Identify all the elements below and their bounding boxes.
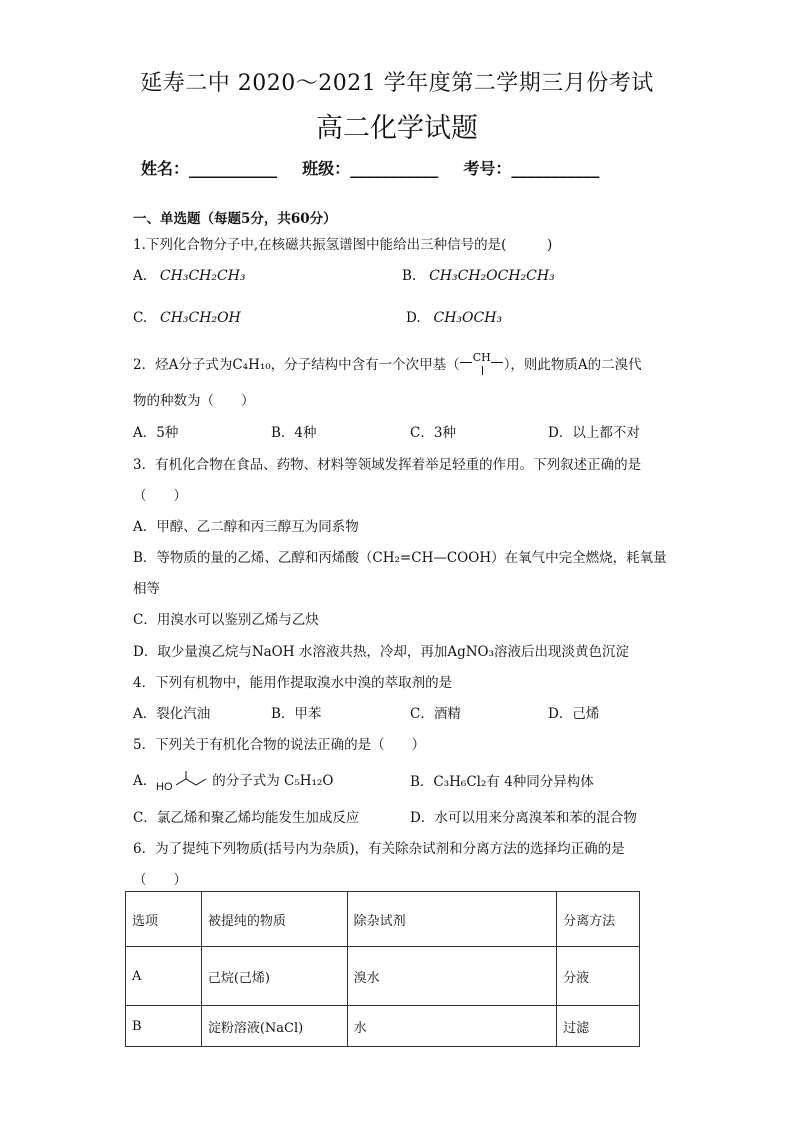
- q2-option-a: A．5种: [133, 425, 179, 441]
- table-row: [126, 1006, 640, 1047]
- table-header-cell: 被提纯的物质: [201, 892, 347, 947]
- q6-paren: （ ）: [133, 872, 187, 888]
- q1-option-a: A. CH₃CH₂CH₃: [133, 268, 246, 284]
- q5-option-d: D．水可以用来分离溴苯和苯的混合物: [410, 810, 637, 826]
- table-row: [126, 947, 640, 1006]
- class-label: 班级：: [302, 159, 351, 178]
- id-blank: ___________: [511, 159, 600, 178]
- table-cell: A: [126, 947, 202, 1006]
- q2-stem-line2: 物的种数为（ ）: [133, 393, 255, 409]
- student-info-line: [141, 156, 599, 179]
- q1-option-c: C. CH₃CH₂OH: [133, 310, 241, 326]
- table-cell: 己烷(己烯): [201, 947, 347, 1006]
- hydroxyl-label: HO: [156, 780, 173, 793]
- pentanol-skeletal-structure: [156, 771, 212, 793]
- table-header-cell: 分离方法: [557, 892, 640, 947]
- q2-option-b: B．4种: [271, 425, 317, 441]
- q2-option-d: D．以上都不对: [548, 425, 640, 441]
- class-blank: ___________: [350, 159, 439, 178]
- table-header-cell: 除杂试剂: [347, 892, 557, 947]
- q1-option-b: B. CH₃CH₂OCH₂CH₃: [402, 268, 555, 284]
- table-cell: 水: [347, 1006, 557, 1047]
- q5-stem: 5．下列关于有机化合物的说法正确的是（ ）: [133, 737, 426, 753]
- id-label: 考号：: [463, 159, 512, 178]
- q3-option-b-line1: B．等物质的量的乙烯、乙醇和丙烯酸（CH₂=CH—COOH）在氧气中完全燃烧，耗氧量: [133, 550, 667, 566]
- q4-option-a: A．裂化汽油: [133, 706, 211, 722]
- q3-option-b-line2: 相等: [133, 581, 160, 597]
- table-header-cell: 选项: [126, 892, 202, 947]
- table-cell: 淀粉溶液(NaCl): [201, 1006, 347, 1047]
- q3-option-d: D．取少量溴乙烷与NaOH 水溶液共热，冷却，再加AgNO₃溶液后出现淡黄色沉淀: [133, 644, 629, 660]
- q4-option-c: C．酒精: [410, 706, 461, 722]
- name-blank: ___________: [189, 159, 278, 178]
- purification-table: [125, 891, 640, 1047]
- table-cell: 过滤: [557, 1006, 640, 1047]
- q1-option-b-formula: CH₃CH₂OCH₂CH₃: [429, 268, 555, 284]
- q4-stem: 4．下列有机物中，能用作提取溴水中溴的萃取剂的是: [133, 675, 453, 691]
- q1-option-d: D. CH₃OCH₃: [406, 310, 503, 326]
- q3-option-a: A．甲醇、乙二醇和丙三醇互为同系物: [133, 519, 359, 535]
- q4-option-d: D．己烯: [548, 706, 600, 722]
- q1-option-d-formula: CH₃OCH₃: [433, 310, 503, 326]
- q5-option-c: C．氯乙烯和聚乙烯均能发生加成反应: [133, 810, 360, 826]
- q3-paren: （ ）: [133, 488, 187, 504]
- q1-option-c-formula: CH₃CH₂OH: [160, 310, 241, 326]
- exam-title: 延寿二中 2020～2021 学年度第二学期三月份考试: [140, 71, 654, 96]
- table-header-row: [126, 892, 640, 947]
- q5-option-b: B．C₃H₆Cl₂有 4种同分异构体: [410, 774, 594, 790]
- q2-option-c: C．3种: [410, 425, 456, 441]
- table-cell: B: [126, 1006, 202, 1047]
- carbon-chain-line: [176, 779, 206, 785]
- name-label: 姓名：: [141, 159, 190, 178]
- table-cell: 分液: [557, 947, 640, 1006]
- q3-option-c: C．用溴水可以鉴别乙烯与乙炔: [133, 612, 319, 628]
- q1-option-a-formula: CH₃CH₂CH₃: [159, 268, 246, 284]
- methine-group-structure: CH: [460, 357, 504, 375]
- q4-option-b: B．甲苯: [271, 706, 322, 722]
- q5-option-a: A． HO 的分子式为 C₅H₁₂O: [133, 769, 333, 793]
- q1-stem: 1.下列化合物分子中,在核磁共振氢谱图中能给出三种信号的是( ): [133, 237, 553, 253]
- exam-subtitle: 高二化学试题: [316, 113, 478, 144]
- q6-stem: 6．为了提纯下列物质(括号内为杂质)，有关除杂试剂和分离方法的选择均正确的是: [133, 841, 625, 857]
- q2-stem-line1: 2．烃A分子式为C₄H₁₀，分子结构中含有一个次甲基（ CH ），则此物质A的二溴代: [133, 350, 642, 373]
- q3-stem: 3．有机化合物在食品、药物、材料等领域发挥着举足轻重的作用。下列叙述正确的是: [133, 457, 642, 473]
- section-title: 一、单选题（每题5分，共60分）: [133, 211, 337, 227]
- table-cell: 溴水: [347, 947, 557, 1006]
